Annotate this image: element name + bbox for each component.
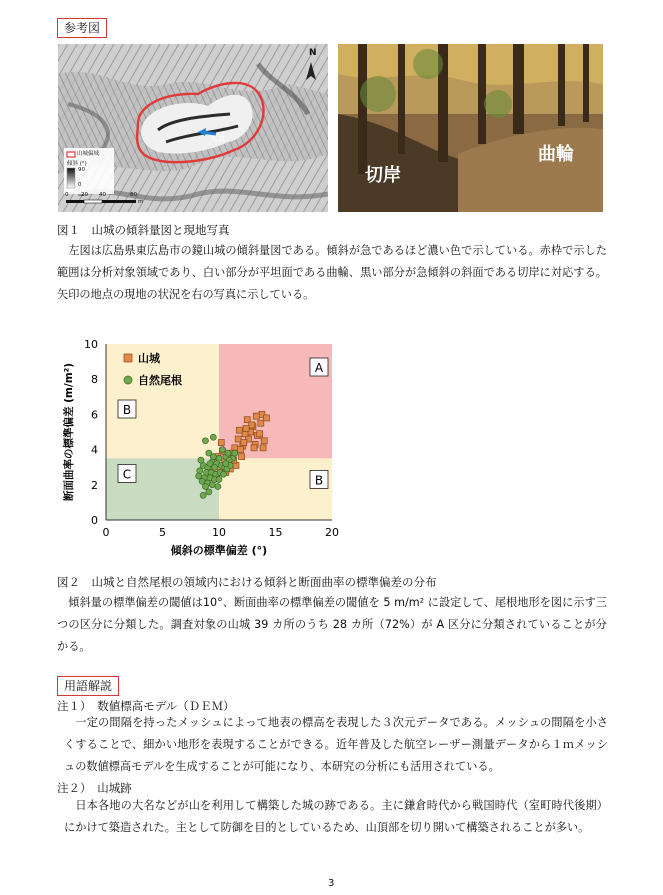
scale-tick-2: 40 [99, 192, 106, 198]
term2-heading: 注２） 山城跡 [57, 781, 132, 795]
site-photo [338, 44, 603, 212]
data-point-castle [237, 447, 243, 453]
data-point-ridge [215, 484, 221, 490]
region-label-3: C [122, 467, 132, 482]
data-point-ridge [196, 473, 202, 479]
scatter-chart [58, 338, 358, 560]
data-point-castle [261, 438, 267, 444]
data-point-ridge [210, 434, 216, 440]
arrow-label: 写真 [211, 135, 225, 143]
y-tick-label: 0 [91, 514, 98, 527]
data-point-ridge [232, 450, 238, 456]
y-tick-label: 4 [91, 443, 98, 457]
region-label-2: B [314, 473, 324, 488]
data-point-ridge [210, 454, 216, 460]
figure1-caption: 図１ 山城の傾斜量図と現地写真 [57, 223, 230, 237]
legend-high: 90 [78, 167, 85, 173]
photo-label-kirigishi: 切岸 [365, 165, 401, 186]
legend-subtitle: 傾斜 (°) [67, 161, 87, 167]
data-point-castle [260, 445, 266, 451]
data-point-castle [218, 440, 224, 446]
data-point-castle [263, 415, 269, 421]
data-point-ridge [225, 450, 231, 456]
data-point-castle [236, 427, 242, 433]
data-point-castle [258, 420, 264, 426]
region-label-0: A [314, 361, 324, 375]
figure2-caption: 図２ 山城と自然尾根の領域内における傾斜と断面曲率の標準偏差の分布 [57, 575, 437, 589]
term1-text: 一定の間隔を持ったメッシュによって地表の標高を表現した３次元データである。メッシュの間隔を小さくすることで、細かい地形を表現することができる。近年普及した航空レーザー測量データから１ｍメッシュの数値標高モデルを生成することが可能になり、本研究の分析にも活用されている。 [64, 716, 608, 773]
data-point-ridge [200, 492, 206, 498]
figure1-text: 左図は広島県東広島市の鏡山城の傾斜量図である。傾斜が急であるほど濃い色で示している。赤枠で示した範囲は分析対象領域であり、白い部分が平坦面である曲輪、黒い部分が急傾斜の斜面である切岸に対応する。矢印の地点の現地の状況を右の写真に示している。 [57, 244, 607, 301]
legend-title: 山城偏域 [77, 151, 100, 157]
data-point-ridge [209, 482, 215, 488]
legend-low: 0 [78, 182, 82, 188]
scale-tick-0: 0 [65, 192, 69, 198]
data-point-ridge [202, 484, 208, 490]
scatter-chart-svg [58, 338, 358, 560]
slope-map-image [58, 44, 328, 212]
data-point-ridge [199, 478, 205, 484]
legend-label-0: 山城 [138, 352, 160, 365]
data-point-ridge [198, 457, 204, 463]
x-tick-label: 20 [325, 526, 339, 539]
data-point-castle [249, 422, 255, 428]
data-point-castle [251, 445, 257, 451]
term1-heading: 注１） 数値標高モデル（ＤＥＭ） [57, 699, 235, 713]
y-tick-label: 2 [91, 478, 98, 492]
data-point-castle [243, 425, 249, 431]
y-tick-label: 8 [91, 373, 98, 387]
data-point-ridge [202, 438, 208, 444]
scale-tick-1: 20 [81, 192, 88, 198]
legend-marker-ridge [124, 376, 132, 384]
x-tick-label: 10 [212, 526, 226, 539]
data-point-ridge [216, 477, 222, 483]
data-point-ridge [206, 489, 212, 495]
data-point-ridge [221, 471, 227, 477]
x-axis-title: 傾斜の標準偏差 (°) [170, 544, 268, 557]
section-label-glossary: 用語解説 [57, 676, 119, 696]
scale-unit: m [138, 199, 144, 205]
y-axis-title: 断面曲率の標準偏差 (m/m²) [63, 362, 75, 502]
page-number: 3 [328, 878, 335, 889]
scale-tick-3: 80 [130, 192, 137, 198]
legend-label-1: 自然尾根 [138, 374, 182, 387]
data-point-ridge [207, 461, 213, 467]
x-tick-label: 15 [268, 526, 283, 539]
y-tick-label: 10 [84, 338, 98, 351]
slope-map [58, 44, 328, 212]
legend-marker-castle [124, 354, 132, 362]
region-label-1: B [122, 403, 132, 417]
data-point-castle [257, 431, 263, 437]
data-point-castle [253, 413, 259, 419]
y-tick-label: 6 [91, 408, 98, 422]
data-point-castle [241, 440, 247, 446]
photo-label-kuruwa: 曲輪 [538, 144, 574, 165]
x-tick-label: 0 [102, 526, 110, 539]
x-tick-label: 5 [159, 526, 166, 539]
north-label: N [309, 48, 317, 58]
section-label-reference: 参考図 [57, 18, 107, 38]
term2-text: 日本各地の大名などが山を利用して構築した城の跡である。主に鎌倉時代から戦国時代（室町時代後期）にかけて築造された。主として防御を目的としているため、山頂部を切り開いて構築されることが多い。 [64, 799, 608, 834]
data-point-ridge [219, 447, 225, 453]
figure2-text: 傾斜量の標準偏差の閾値は10°、断面曲率の標準偏差の閾値を 5 m/m² に設定して、尾根地形を図に示す三つの区分に分類した。調査対象の山城 39 カ所のうち 28 カ所（72%）が A 区分に分類されていることが分かる。 [57, 596, 607, 653]
data-point-ridge [223, 461, 229, 467]
data-point-castle [239, 454, 245, 460]
data-point-castle [235, 436, 241, 442]
